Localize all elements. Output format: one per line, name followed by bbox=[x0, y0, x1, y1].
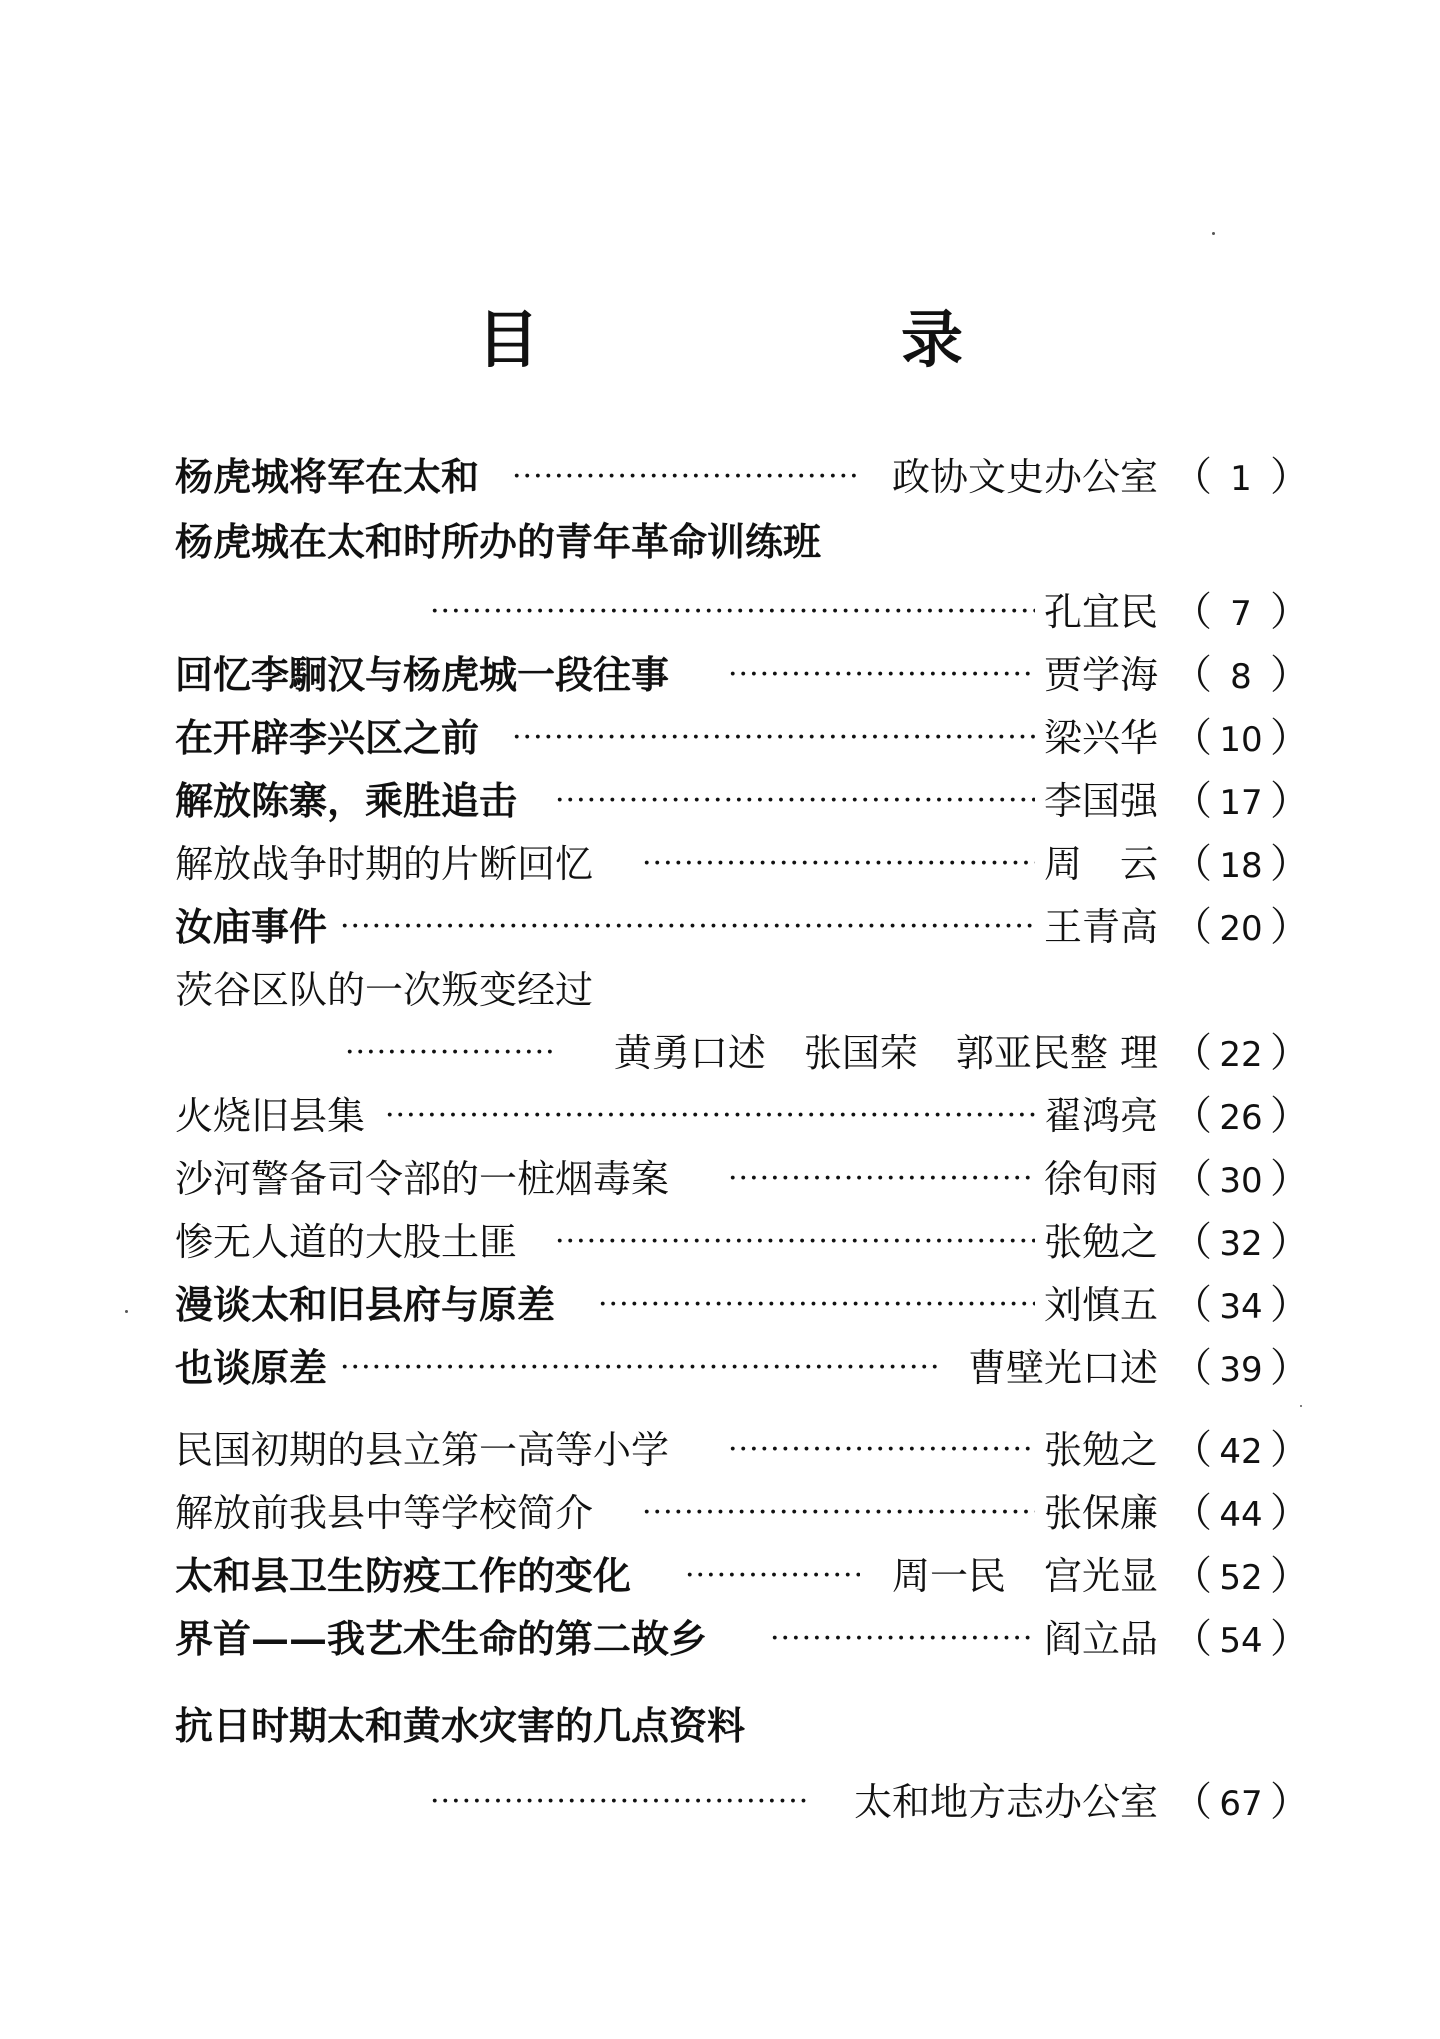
page-number: 8 bbox=[1230, 657, 1252, 697]
entry-author: 阎立品 bbox=[1043, 1617, 1158, 1661]
entry-title: 杨虎城在太和时所办的青年革命训练班 bbox=[175, 519, 822, 564]
dot-leader bbox=[430, 580, 1035, 644]
dot-leader bbox=[728, 1418, 1035, 1482]
entry-author: 贾学海 bbox=[1043, 653, 1158, 697]
dot-leader bbox=[512, 706, 1035, 770]
entry-title: 火烧旧县集 bbox=[175, 1094, 366, 1138]
page-number: 7 bbox=[1230, 594, 1252, 634]
scan-speck bbox=[1300, 1405, 1302, 1407]
dot-leader bbox=[642, 832, 1035, 896]
entry-author: 曹壁光口述 bbox=[967, 1346, 1158, 1390]
dot-leader bbox=[642, 1481, 1035, 1545]
toc-entry-continuation bbox=[0, 1770, 1440, 1834]
toc-entry[interactable] bbox=[0, 1336, 1440, 1400]
toc-entry[interactable] bbox=[0, 958, 1440, 1022]
page-number: 34 bbox=[1219, 1287, 1263, 1327]
page-number: 30 bbox=[1219, 1161, 1263, 1201]
toc-entry[interactable] bbox=[0, 706, 1440, 770]
entry-author: 周一民 宫光显 bbox=[891, 1554, 1158, 1598]
entry-title: 抗日时期太和黄水灾害的几点资料 bbox=[175, 1703, 746, 1748]
entry-author: 李国强 bbox=[1043, 779, 1158, 823]
dot-leader bbox=[340, 895, 1035, 959]
dot-leader bbox=[385, 1084, 1035, 1148]
entry-title: 解放前我县中等学校简介 bbox=[175, 1491, 594, 1535]
scan-speck bbox=[1212, 232, 1215, 235]
entry-page: （ 20 ） bbox=[1172, 895, 1282, 961]
page-number: 67 bbox=[1219, 1784, 1263, 1824]
entry-page: （ 26 ） bbox=[1172, 1084, 1282, 1150]
toc-entry[interactable] bbox=[0, 445, 1440, 509]
toc-entry[interactable] bbox=[0, 769, 1440, 833]
entry-title: 汝庙事件 bbox=[175, 904, 328, 949]
page-number: 44 bbox=[1219, 1495, 1263, 1535]
entry-author: 徐旬雨 bbox=[1043, 1157, 1158, 1201]
entry-title: 漫谈太和旧县府与原差 bbox=[175, 1282, 556, 1327]
entry-author: 翟鸿亮 bbox=[1043, 1094, 1158, 1138]
toc-entry[interactable] bbox=[0, 1147, 1440, 1211]
entry-title: 惨无人道的大股土匪 bbox=[175, 1220, 518, 1264]
dot-leader bbox=[728, 643, 1035, 707]
entry-page: （ 67 ） bbox=[1172, 1770, 1282, 1836]
dot-leader bbox=[685, 1544, 860, 1608]
entry-title: 茨谷区队的一次叛变经过 bbox=[175, 968, 594, 1012]
dot-leader bbox=[345, 1021, 555, 1085]
toc-entry[interactable] bbox=[0, 895, 1440, 959]
entry-page: （ 32 ） bbox=[1172, 1210, 1282, 1276]
entry-page: （ 54 ） bbox=[1172, 1607, 1282, 1673]
entry-page: （ 44 ） bbox=[1172, 1481, 1282, 1547]
entry-author: 刘慎五 bbox=[1043, 1283, 1158, 1327]
toc-entry[interactable] bbox=[0, 510, 1440, 574]
page-number: 10 bbox=[1219, 720, 1263, 760]
toc-entry[interactable] bbox=[0, 643, 1440, 707]
entry-page: （ 52 ） bbox=[1172, 1544, 1282, 1610]
entry-author: 王青高 bbox=[1043, 905, 1158, 949]
toc-entry[interactable] bbox=[0, 1544, 1440, 1608]
toc-entry[interactable] bbox=[0, 1084, 1440, 1148]
toc-entry[interactable] bbox=[0, 1607, 1440, 1671]
entry-page: （ 34 ） bbox=[1172, 1273, 1282, 1339]
entry-page: （ 39 ） bbox=[1172, 1336, 1282, 1402]
dot-leader bbox=[770, 1607, 1035, 1671]
toc-entry-continuation bbox=[0, 580, 1440, 644]
dot-leader bbox=[512, 445, 862, 509]
entry-title: 在开辟李兴区之前 bbox=[175, 715, 480, 760]
entry-page: （ 30 ） bbox=[1172, 1147, 1282, 1213]
toc-entry[interactable] bbox=[0, 832, 1440, 896]
dot-leader bbox=[598, 1273, 1035, 1337]
page-number: 52 bbox=[1219, 1558, 1263, 1598]
entry-title: 也谈原差 bbox=[175, 1345, 328, 1390]
entry-page: （ 10 ） bbox=[1172, 706, 1282, 772]
dot-leader bbox=[430, 1770, 810, 1834]
page-number: 22 bbox=[1219, 1035, 1263, 1075]
page-number: 1 bbox=[1230, 459, 1252, 499]
toc-entry-continuation bbox=[0, 1021, 1440, 1085]
entry-author: 太和地方志办公室 bbox=[853, 1780, 1158, 1824]
entry-title: 沙河警备司令部的一桩烟毒案 bbox=[175, 1157, 670, 1201]
page-number: 42 bbox=[1219, 1432, 1263, 1472]
entry-page: （ 8 ） bbox=[1172, 643, 1282, 709]
dot-leader bbox=[340, 1336, 940, 1400]
entry-page: （ 7 ） bbox=[1172, 580, 1282, 646]
entry-author: 周 云 bbox=[1043, 842, 1158, 886]
entry-page: （ 42 ） bbox=[1172, 1418, 1282, 1484]
scan-speck bbox=[125, 1310, 128, 1313]
toc-entry[interactable] bbox=[0, 1210, 1440, 1274]
entry-author: 梁兴华 bbox=[1043, 716, 1158, 760]
page-number: 18 bbox=[1219, 846, 1263, 886]
entry-title: 回忆李駉汉与杨虎城一段往事 bbox=[175, 652, 670, 697]
toc-entry[interactable] bbox=[0, 1273, 1440, 1337]
entry-page: （ 17 ） bbox=[1172, 769, 1282, 835]
entry-author: 张保廉 bbox=[1043, 1491, 1158, 1535]
entry-title: 杨虎城将军在太和 bbox=[175, 454, 480, 499]
toc-entry[interactable] bbox=[0, 1694, 1440, 1758]
entry-page: （ 18 ） bbox=[1172, 832, 1282, 898]
entry-author: 政协文史办公室 bbox=[891, 455, 1158, 499]
entry-author: 孔宜民 bbox=[1043, 590, 1158, 634]
entry-author: 黄勇口述 张国荣 郭亚民整 理 bbox=[613, 1031, 1158, 1075]
entry-page: （ 22 ） bbox=[1172, 1021, 1282, 1087]
entry-title: 解放陈寨，乘胜追击 bbox=[175, 778, 518, 823]
page-number: 17 bbox=[1219, 783, 1263, 823]
dot-leader bbox=[555, 1210, 1035, 1274]
entry-author: 张勉之 bbox=[1043, 1428, 1158, 1472]
entry-page: （ 1 ） bbox=[1172, 445, 1282, 511]
entry-title: 太和县卫生防疫工作的变化 bbox=[175, 1553, 632, 1598]
page-number: 32 bbox=[1219, 1224, 1263, 1264]
entry-title: 界首——我艺术生命的第二故乡 bbox=[175, 1616, 708, 1661]
toc-entry[interactable] bbox=[0, 1481, 1440, 1545]
page-number: 20 bbox=[1219, 909, 1263, 949]
entry-title: 解放战争时期的片断回忆 bbox=[175, 842, 594, 886]
dot-leader bbox=[728, 1147, 1035, 1211]
page-number: 26 bbox=[1219, 1098, 1263, 1138]
entry-title: 民国初期的县立第一高等小学 bbox=[175, 1428, 670, 1472]
toc-entry[interactable] bbox=[0, 1418, 1440, 1482]
dot-leader bbox=[555, 769, 1035, 833]
page-number: 39 bbox=[1219, 1350, 1263, 1390]
page-number: 54 bbox=[1219, 1621, 1263, 1661]
page-title: 目 录 bbox=[476, 303, 1113, 376]
entry-author: 张勉之 bbox=[1043, 1220, 1158, 1264]
